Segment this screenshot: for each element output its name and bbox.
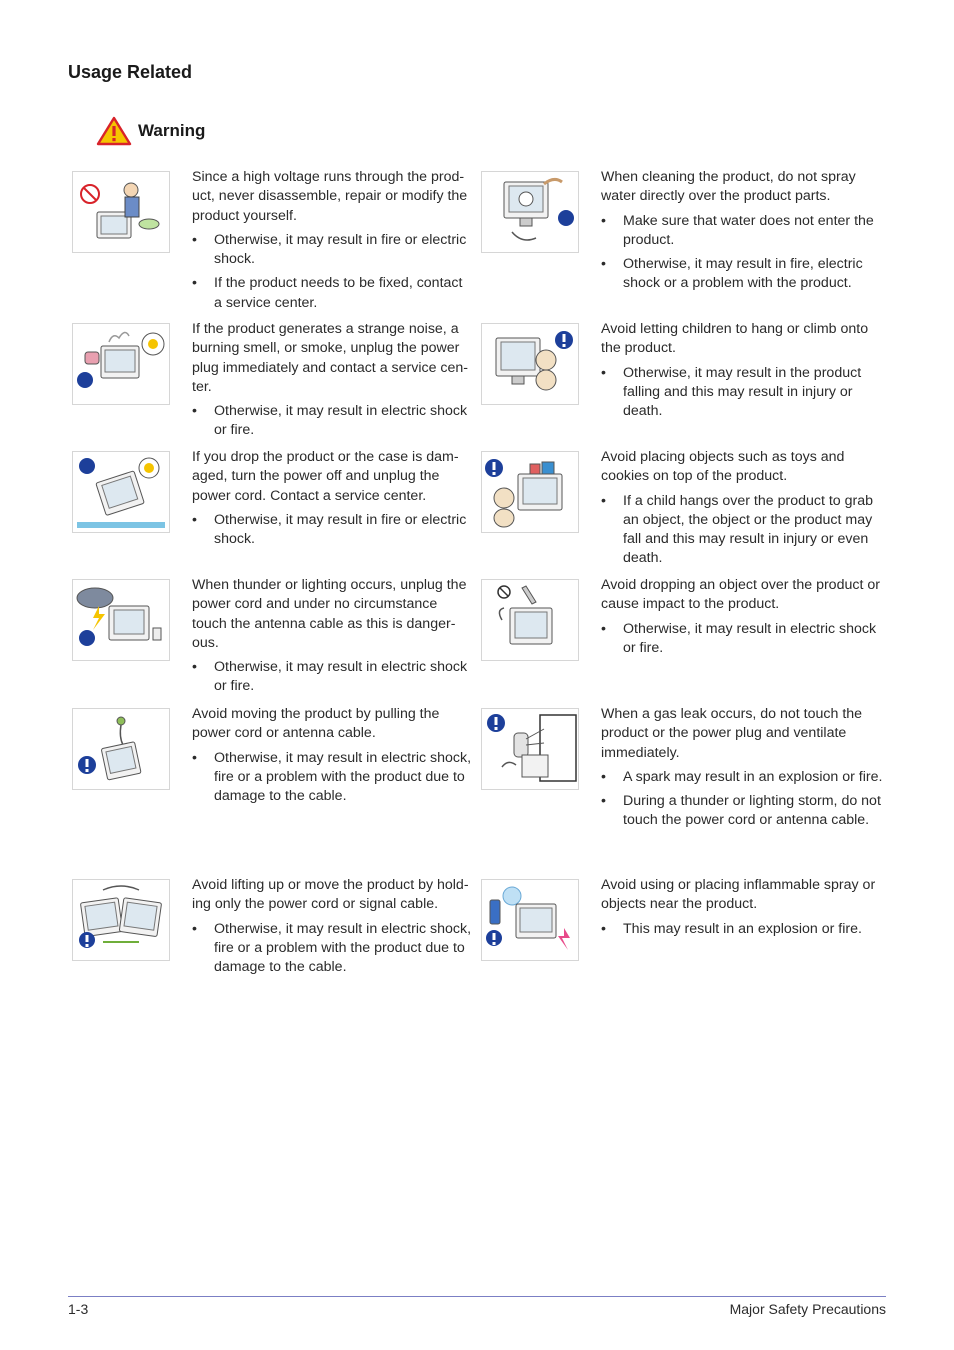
illustration-cleaning (481, 171, 579, 253)
thunderstorm-icon (73, 580, 169, 660)
item-bullet: • Make sure that water does not enter the product. (601, 212, 883, 251)
lifting-monitors-icon (73, 880, 169, 960)
item-bullet: • Otherwise, it may result in fire, electric shock or a problem with the product. (601, 255, 883, 294)
item-bullet: • Otherwise, it may result in fire or electric shock. (192, 511, 474, 550)
item-bullet: • Otherwise, it may result in the product falling and this may result in injury or death. (601, 364, 883, 422)
item-bullet: • This may result in an explosion or fire. (601, 920, 883, 939)
pulling-cord-icon (73, 709, 169, 789)
illustration-child-climb (481, 323, 579, 405)
item-bullet: • Otherwise, it may result in electric shock or fire. (192, 402, 474, 441)
item-text: When cleaning the product, do not spray water directly over the product parts. (601, 169, 856, 205)
repairman-icon (73, 172, 169, 252)
warning-label: Warning (138, 121, 206, 140)
item-text: When thunder or lighting occurs, unplug the power cord and under no circumstance touch the antenna cable as this is danger-ous. (192, 577, 467, 651)
item-text: Avoid placing objects such as toys and cookies on top of the product. (601, 449, 845, 485)
dropped-monitor-icon (73, 452, 169, 532)
toys-on-monitor-icon (482, 452, 578, 532)
item-bullet: • If a child hangs over the product to grab an object, the object or the product may fall and this may result in injury or even death. (601, 492, 883, 569)
item-bullet: • If the product needs to be fixed, contact a service center. (192, 274, 474, 313)
impact-icon (482, 580, 578, 660)
illustration-repair (72, 171, 170, 253)
warning-triangle-icon (96, 116, 132, 146)
section-title: Usage Related (68, 62, 193, 82)
illustration-smoke (72, 323, 170, 405)
item-text: Since a high voltage runs through the prod-uct, never disassemble, repair or modify the product yourself. (192, 169, 468, 224)
illustration-lifting (72, 879, 170, 961)
illustration-thunder (72, 579, 170, 661)
item-text: Avoid moving the product by pulling the power cord or antenna cable. (192, 706, 440, 742)
item-bullet: • Otherwise, it may result in electric shock, fire or a problem with the product due to damage to the cable. (192, 749, 474, 807)
item-bullet: • A spark may result in an explosion or fire. (601, 768, 883, 787)
item-text: If you drop the product or the case is dam-aged, turn the power off and unplug the power cord. Contact a service center. (192, 449, 459, 504)
item-text: When a gas leak occurs, do not touch the product or the power plug and ventilate immediately. (601, 706, 863, 761)
warning-heading (96, 116, 205, 146)
child-climbing-icon (482, 324, 578, 404)
item-text: Avoid using or placing inflammable spray or objects near the product. (601, 877, 876, 913)
illustration-pulling-cord (72, 708, 170, 790)
illustration-toys-on-top (481, 451, 579, 533)
illustration-impact (481, 579, 579, 661)
item-bullet: • Otherwise, it may result in electric shock, fire or a problem with the product due to damage to the cable. (192, 920, 474, 978)
item-text: Avoid lifting up or move the product by hold-ing only the power cord or signal cable. (192, 877, 469, 913)
smoke-icon (73, 324, 169, 404)
chapter-title: Major Safety Precautions (729, 1301, 886, 1317)
footer-rule (68, 1296, 886, 1297)
item-bullet: • During a thunder or lighting storm, do not touch the power cord or antenna cable. (601, 792, 883, 831)
illustration-dropped (72, 451, 170, 533)
item-bullet: • Otherwise, it may result in fire or electric shock. (192, 231, 474, 270)
item-text: Avoid dropping an object over the product or cause impact to the product. (601, 577, 880, 613)
item-text: Avoid letting children to hang or climb onto the product. (601, 321, 869, 357)
item-bullet: • Otherwise, it may result in electric shock or fire. (601, 620, 883, 659)
gas-leak-icon (482, 709, 578, 789)
inflammable-spray-icon (482, 880, 578, 960)
item-text: If the product generates a strange noise, a burning smell, or smoke, unplug the power plug immediately and contact a service cen-ter. (192, 321, 469, 395)
item-bullet: • Otherwise, it may result in electric shock or fire. (192, 658, 474, 697)
page-number: 1-3 (68, 1301, 89, 1317)
illustration-inflammable (481, 879, 579, 961)
illustration-gas-leak (481, 708, 579, 790)
cleaning-icon (482, 172, 578, 252)
